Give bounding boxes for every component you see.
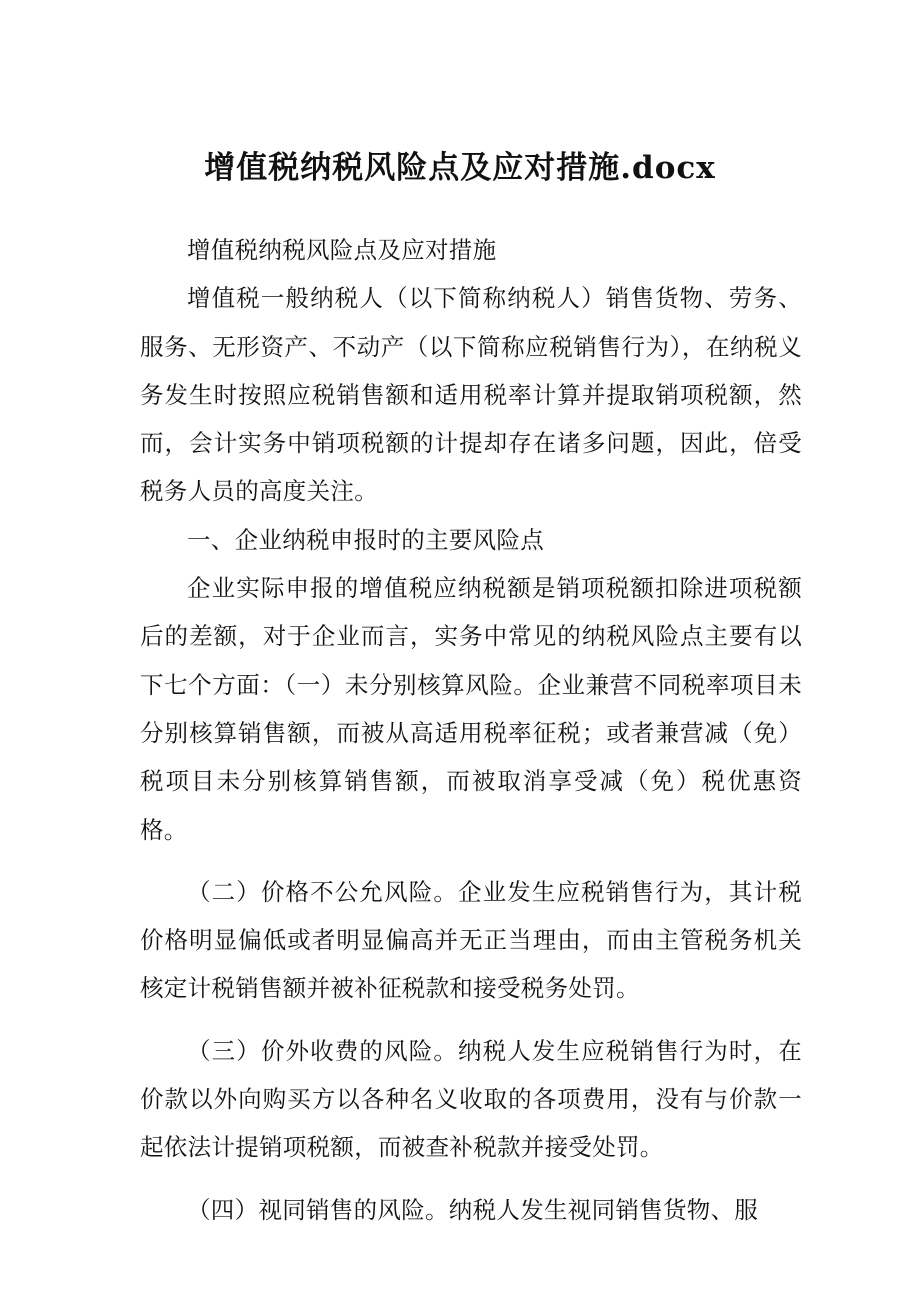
paragraph-risk-1: 企业实际申报的增值税应纳税额是销项税额扣除进项税额后的差额，对于企业而言，实务中常见的纳税风险点主要有以下七个方面：（一）未分别核算风险。企业兼营不同税率项目未分别核算销售额，而被从高适用税率征税；或者兼营减（免）税项目未分别核算销售额，而被取消享受减（免）税优惠资格。	[140, 574, 802, 844]
document-title: 增值税纳税风险点及应对措施.docx	[204, 150, 716, 186]
paragraph-risk-3: （三）价外收费的风险。纳税人发生应税销售行为时，在价款以外向购买方以各种名义收取的各项费用，没有与价款一起依法计提销项税额，而被查补税款并接受处罚。	[140, 1036, 802, 1162]
paragraph-heading: 增值税纳税风险点及应对措施	[187, 236, 497, 264]
paragraph-risk-4: （四）视同销售的风险。纳税人发生视同销售货物、服	[187, 1195, 759, 1224]
paragraph-intro: 增值税一般纳税人（以下简称纳税人）销售货物、劳务、服务、无形资产、不动产（以下简称应税销售行为），在纳税义务发生时按照应税销售额和适用税率计算并提取销项税额，然而，会计实务中销项税额的计提却存在诸多问题，因此，倍受税务人员的高度关注。	[140, 284, 802, 506]
paragraph-risk-2: （二）价格不公允风险。企业发生应税销售行为，其计税价格明显偏低或者明显偏高并无正当理由，而由主管税务机关核定计税销售额并被补征税款和接受税务处罚。	[140, 877, 802, 1003]
document-body	[140, 226, 802, 1234]
section-heading-risk-points: 一、企业纳税申报时的主要风险点	[187, 525, 544, 554]
